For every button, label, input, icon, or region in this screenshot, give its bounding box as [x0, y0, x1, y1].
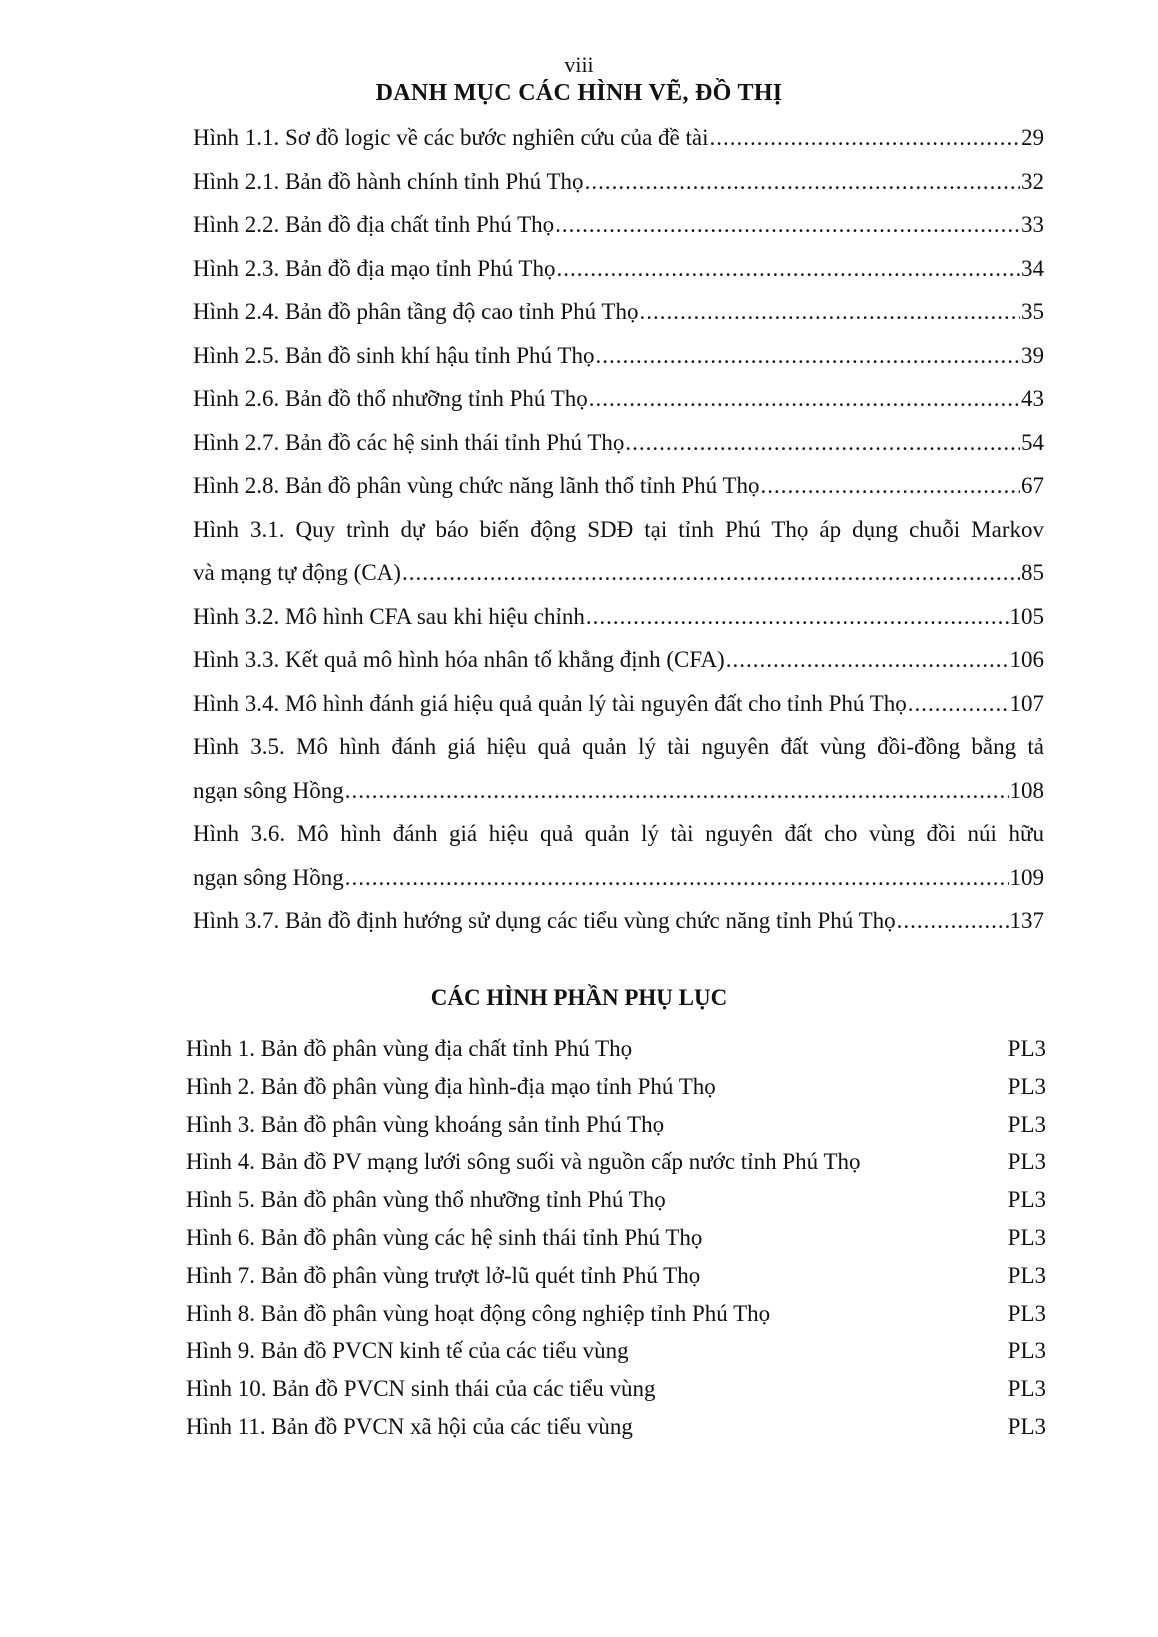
toc-entry-title: Hình 3.4. Mô hình đánh giá hiệu quả quản lý tài nguyên đất cho tỉnh Phú Thọ: [193, 690, 907, 716]
toc-entry-title: Hình 2.2. Bản đồ địa chất tỉnh Phú Thọ: [193, 212, 555, 237]
appendix-entry[interactable]: [186, 1106, 1046, 1144]
toc-entry-title-cont: ngạn sông Hồng: [193, 864, 344, 890]
dot-leader: [639, 290, 1020, 334]
toc-entry-title: Hình 3.1. Quy trình dự báo biến động SDĐ tại tỉnh Phú Thọ áp dụng chuỗi Markov: [193, 516, 1044, 542]
toc-entry-title: Hình 2.6. Bản đồ thổ nhưỡng tỉnh Phú Thọ: [193, 386, 588, 411]
toc-entry[interactable]: [193, 116, 1044, 160]
appendix-entry-page: PL3: [1007, 1338, 1046, 1364]
toc-entry-page: 108: [1009, 777, 1044, 803]
appendix-entry-page: PL3: [1007, 1262, 1046, 1288]
toc-entry[interactable]: [193, 595, 1044, 639]
appendix-entry[interactable]: [186, 1219, 1046, 1257]
toc-entry[interactable]: [193, 899, 1044, 943]
appendix-list: [186, 1030, 1046, 1446]
dot-leader: [897, 899, 1009, 943]
appendix-entry-page: PL3: [1007, 1149, 1046, 1175]
appendix-entry[interactable]: [186, 1295, 1046, 1333]
appendix-entry[interactable]: [186, 1257, 1046, 1295]
toc-entry-title-cont: ngạn sông Hồng: [193, 777, 344, 803]
toc-entry-page: 54: [1021, 429, 1044, 455]
toc-entry-page: 109: [1009, 864, 1044, 890]
toc-entry-page: 34: [1021, 255, 1044, 281]
appendix-entry[interactable]: [186, 1408, 1046, 1446]
toc-entry-page: 105: [1009, 603, 1044, 629]
toc-entry-title: Hình 2.1. Bản đồ hành chính tỉnh Phú Thọ: [193, 168, 584, 194]
toc-entry-page: 35: [1021, 299, 1044, 324]
toc-entry[interactable]: [193, 812, 1044, 899]
dot-leader: [555, 203, 1020, 247]
appendix-entry-title: Hình 9. Bản đồ PVCN kinh tế của các tiểu vùng: [186, 1338, 629, 1364]
toc-entry-page: 29: [1021, 125, 1044, 150]
appendix-entry-title: Hình 6. Bản đồ phân vùng các hệ sinh thái tỉnh Phú Thọ: [186, 1224, 703, 1250]
appendix-entry[interactable]: [186, 1370, 1046, 1408]
toc-entry[interactable]: [193, 203, 1044, 247]
dot-leader: [556, 247, 1020, 291]
appendix-entry-title: Hình 11. Bản đồ PVCN xã hội của các tiểu vùng: [186, 1413, 633, 1439]
toc-entry[interactable]: [193, 160, 1044, 204]
toc-entry[interactable]: [193, 290, 1044, 334]
toc-entry[interactable]: [193, 334, 1044, 378]
appendix-entry-page: PL3: [1007, 1300, 1046, 1326]
appendix-entry-page: PL3: [1007, 1187, 1046, 1213]
dot-leader: [586, 595, 1009, 639]
dot-leader: [589, 377, 1020, 421]
toc-entry-title: Hình 2.8. Bản đồ phân vùng chức năng lãnh thổ tỉnh Phú Thọ: [193, 473, 760, 498]
dot-leader: [345, 856, 1009, 900]
appendix-entry-title: Hình 7. Bản đồ phân vùng trượt lở-lũ quét tỉnh Phú Thọ: [186, 1262, 701, 1288]
appendix-entry-title: Hình 8. Bản đồ phân vùng hoạt động công nghiệp tỉnh Phú Thọ: [186, 1300, 771, 1326]
toc-entry-title-cont: và mạng tự động (CA): [193, 560, 401, 585]
appendix-entry-page: PL3: [1007, 1073, 1046, 1099]
appendix-entry-title: Hình 1. Bản đồ phân vùng địa chất tỉnh Phú Thọ: [186, 1036, 633, 1061]
appendix-title: CÁC HÌNH PHẦN PHỤ LỤC: [430, 985, 728, 1010]
toc-entry-title: Hình 3.7. Bản đồ định hướng sử dụng các tiểu vùng chức năng tỉnh Phú Thọ: [193, 908, 896, 933]
toc-entry-title: Hình 2.7. Bản đồ các hệ sinh thái tỉnh Phú Thọ: [193, 429, 625, 455]
appendix-entry[interactable]: [186, 1181, 1046, 1219]
dot-leader: [761, 464, 1020, 508]
toc-entry-page: 106: [1009, 647, 1044, 672]
page-title: DANH MỤC CÁC HÌNH VẼ, ĐỒ THỊ: [375, 80, 783, 106]
page-number: viii: [564, 52, 594, 77]
toc-entry[interactable]: [193, 725, 1044, 812]
dot-leader: [908, 682, 1009, 726]
appendix-entry-title: Hình 5. Bản đồ phân vùng thổ nhưỡng tỉnh Phú Thọ: [186, 1187, 666, 1213]
appendix-entry-page: PL3: [1007, 1376, 1046, 1402]
toc-entry-page: 107: [1009, 690, 1044, 716]
toc-entry[interactable]: [193, 508, 1044, 595]
appendix-entry-page: PL3: [1007, 1111, 1046, 1137]
toc-entry[interactable]: [193, 638, 1044, 682]
toc-entry-page: 85: [1021, 560, 1044, 585]
appendix-entry-page: PL3: [1007, 1224, 1046, 1250]
toc-entry-page: 43: [1021, 386, 1044, 411]
dot-leader: [726, 638, 1009, 682]
appendix-entry-title: Hình 10. Bản đồ PVCN sinh thái của các tiểu vùng: [186, 1376, 656, 1402]
appendix-entry[interactable]: [186, 1332, 1046, 1370]
dot-leader: [710, 116, 1020, 160]
appendix-entry-title: Hình 2. Bản đồ phân vùng địa hình-địa mạo tỉnh Phú Thọ: [186, 1073, 716, 1099]
appendix-entry[interactable]: [186, 1030, 1046, 1068]
toc-entry[interactable]: [193, 421, 1044, 465]
dot-leader: [585, 160, 1020, 204]
toc-entry[interactable]: [193, 464, 1044, 508]
appendix-entry-title: Hình 4. Bản đồ PV mạng lưới sông suối và nguồn cấp nước tỉnh Phú Thọ: [186, 1149, 861, 1175]
toc-entry-title: Hình 3.3. Kết quả mô hình hóa nhân tố khẳng định (CFA): [193, 647, 725, 672]
dot-leader: [595, 334, 1020, 378]
toc-entry-title: Hình 2.4. Bản đồ phân tầng độ cao tỉnh Phú Thọ: [193, 299, 639, 324]
toc-entry-title: Hình 3.2. Mô hình CFA sau khi hiệu chỉnh: [193, 603, 585, 629]
toc-entry-title: Hình 3.5. Mô hình đánh giá hiệu quả quản lý tài nguyên đất vùng đồi-đồng bằng tả: [193, 734, 1044, 759]
toc-entry-page: 32: [1021, 168, 1044, 194]
toc-entry-title: Hình 1.1. Sơ đồ logic về các bước nghiên cứu của đề tài: [193, 125, 709, 150]
dot-leader: [402, 551, 1020, 595]
toc-entry[interactable]: [193, 247, 1044, 291]
toc-entry-page: 137: [1009, 908, 1044, 933]
toc-entry-page: 39: [1021, 342, 1044, 368]
appendix-entry-page: PL3: [1007, 1036, 1046, 1061]
dot-leader: [625, 421, 1020, 465]
toc-entry-page: 33: [1021, 212, 1044, 237]
toc-entry[interactable]: [193, 682, 1044, 726]
toc-entry-page: 67: [1021, 473, 1044, 498]
appendix-entry-title: Hình 3. Bản đồ phân vùng khoáng sản tỉnh Phú Thọ: [186, 1111, 665, 1137]
toc-entry-title: Hình 3.6. Mô hình đánh giá hiệu quả quản lý tài nguyên đất cho vùng đồi núi hữu: [193, 821, 1044, 846]
appendix-entry[interactable]: [186, 1143, 1046, 1181]
figure-list: [193, 116, 1044, 943]
appendix-entry[interactable]: [186, 1068, 1046, 1106]
toc-entry-title: Hình 2.5. Bản đồ sinh khí hậu tỉnh Phú Thọ: [193, 342, 595, 368]
appendix-entry-page: PL3: [1007, 1413, 1046, 1439]
toc-entry[interactable]: [193, 377, 1044, 421]
dot-leader: [345, 769, 1009, 813]
toc-entry-title: Hình 2.3. Bản đồ địa mạo tỉnh Phú Thọ: [193, 255, 556, 281]
